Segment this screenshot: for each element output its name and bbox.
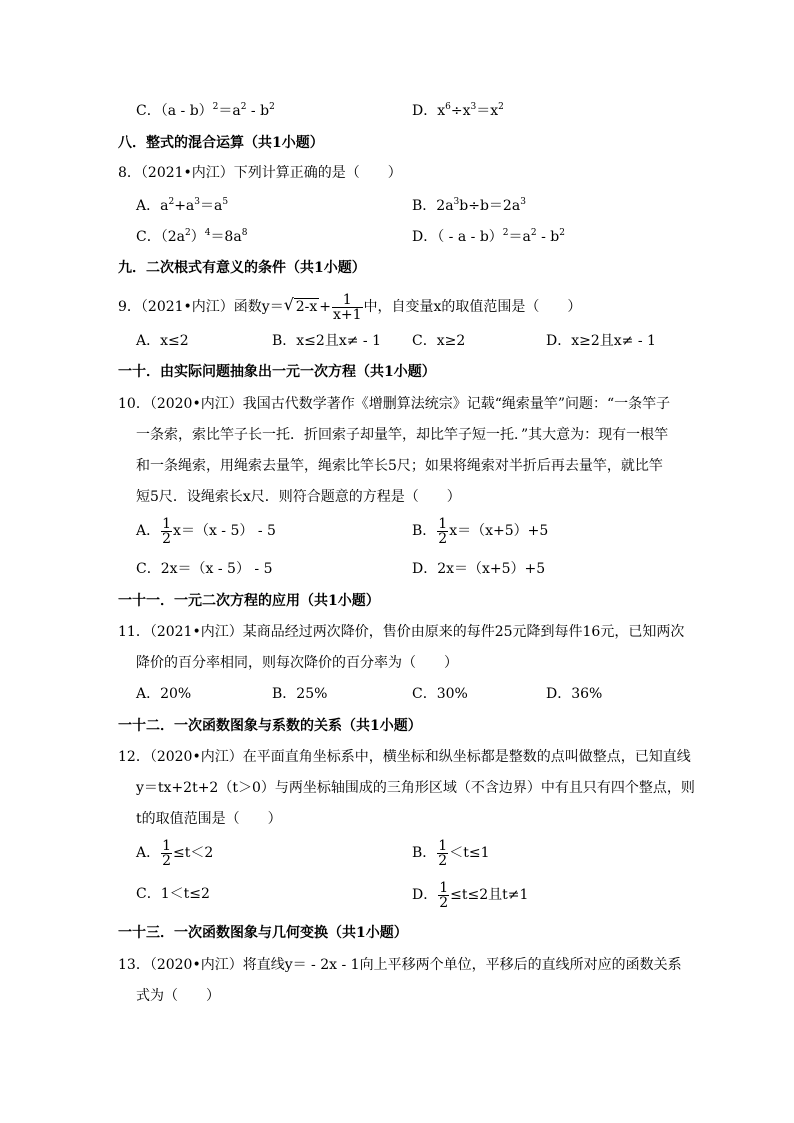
fraction: $\frac{1}{2}$	[438, 837, 448, 869]
question-11-line-2: 降价的百分率相同，则每次降价的百分率为（ ）	[136, 655, 458, 671]
q11-option-b: B．25%	[272, 686, 328, 702]
q12-option-a: A． $\frac{1}{2}$ ≤t＜2	[136, 837, 214, 869]
question-8-stem: 8．（2021•内江）下列计算正确的是（ ）	[118, 165, 402, 181]
question-10-line-1: 10．（2020•内江）我国古代数学著作《增删算法统宗》记载“绳索量竿”问题：“一条竿子	[118, 396, 671, 412]
q12-option-b: B． $\frac{1}{2}$ ＜t≤1	[412, 837, 490, 869]
section-heading-13: 一十三．一次函数图象与几何变换（共1小题）	[118, 925, 408, 941]
q10-option-a: A． $\frac{1}{2}$ x＝（x - 5） - 5	[136, 515, 276, 547]
q9-option-d: D．x≥2且x≠ - 1	[546, 333, 656, 349]
q9-option-c: C．x≥2	[412, 333, 466, 349]
q8-option-d: D．（ - $a - b)^2=a^2 - b^2$	[412, 228, 565, 245]
question-9-stem: 9．（2021•内江）函数y＝ √ 2-x + $\frac{1}{x+1}$ 中，自变量x的取值范围是（ ）	[118, 291, 582, 323]
q10-option-b: B． $\frac{1}{2}$ x＝（x+5）+5	[412, 515, 549, 547]
fraction: $\frac{1}{2}$	[162, 837, 172, 869]
question-10-line-4: 短5尺．设绳索长x尺．则符合题意的方程是（ ）	[136, 489, 461, 505]
section-heading-12: 一十二．一次函数图象与系数的关系（共1小题）	[118, 718, 422, 734]
q7-option-d: D．$x^6\div x^3=x^2$	[412, 102, 504, 119]
q12-option-c: C．1＜t≤2	[136, 886, 210, 902]
q8-option-b: B．$2a^3b\div b=2a^3$	[412, 197, 526, 214]
fraction: $\frac{1}{x+1}$	[332, 291, 362, 323]
q11-option-a: A．20%	[136, 686, 192, 702]
section-heading-11: 一十一．一元二次方程的应用（共1小题）	[118, 593, 380, 609]
q10-option-d: D．2x＝（x+5）+5	[412, 561, 546, 577]
section-heading-9: 九．二次根式有意义的条件（共1小题）	[118, 260, 366, 276]
square-root: √ 2-x	[283, 295, 318, 315]
q11-option-d: D．36%	[546, 686, 603, 702]
question-13-line-2: 式为（ ）	[136, 988, 220, 1004]
question-12-line-1: 12．（2020•内江）在平面直角坐标系中，横坐标和纵坐标都是整数的点叫做整点，已知直线	[118, 749, 691, 765]
fraction: $\frac{1}{2}$	[162, 515, 172, 547]
question-12-line-2: y＝tx+2t+2（t＞0）与两坐标轴围成的三角形区域（不含边界）中有且只有四个整点，则	[136, 780, 695, 796]
q8-option-c: C．$(2a^2)^4=8a^8$	[136, 228, 248, 245]
fraction: $\frac{1}{2}$	[439, 879, 449, 911]
section-heading-8: 八．整式的混合运算（共1小题）	[118, 135, 324, 151]
q9-option-b: B．x≤2且x≠ - 1	[272, 333, 381, 349]
fraction: $\frac{1}{2}$	[438, 515, 448, 547]
question-12-line-3: t的取值范围是（ ）	[136, 811, 282, 827]
q10-option-c: C．2x＝（x - 5） - 5	[136, 561, 273, 577]
question-11-line-1: 11．（2021•内江）某商品经过两次降价，售价由原来的每件25元降到每件16元，已知两次	[118, 624, 685, 640]
section-heading-10: 一十．由实际问题抽象出一元一次方程（共1小题）	[118, 364, 436, 380]
q9-option-a: A．x≤2	[136, 333, 189, 349]
question-10-line-2: 一条索，索比竿子长一托．折回索子却量竿，却比竿子短一托．”其大意为：现有一根竿	[136, 427, 669, 443]
question-13-line-1: 13．（2020•内江）将直线y＝ - 2x - 1向上平移两个单位，平移后的直线所对应的函数关系	[118, 957, 682, 973]
question-10-line-3: 和一条绳索，用绳索去量竿，绳索比竿长5尺；如果将绳索对半折后再去量竿，就比竿	[136, 458, 663, 474]
q7-option-c: C．$(a - b)^2=a^2 - b^2$	[136, 102, 275, 119]
q8-option-a: A．$a^2+a^3=a^5$	[136, 197, 229, 214]
q12-option-d: D． $\frac{1}{2}$ ≤t≤2且t≠1	[412, 879, 529, 911]
q11-option-c: C．30%	[412, 686, 468, 702]
